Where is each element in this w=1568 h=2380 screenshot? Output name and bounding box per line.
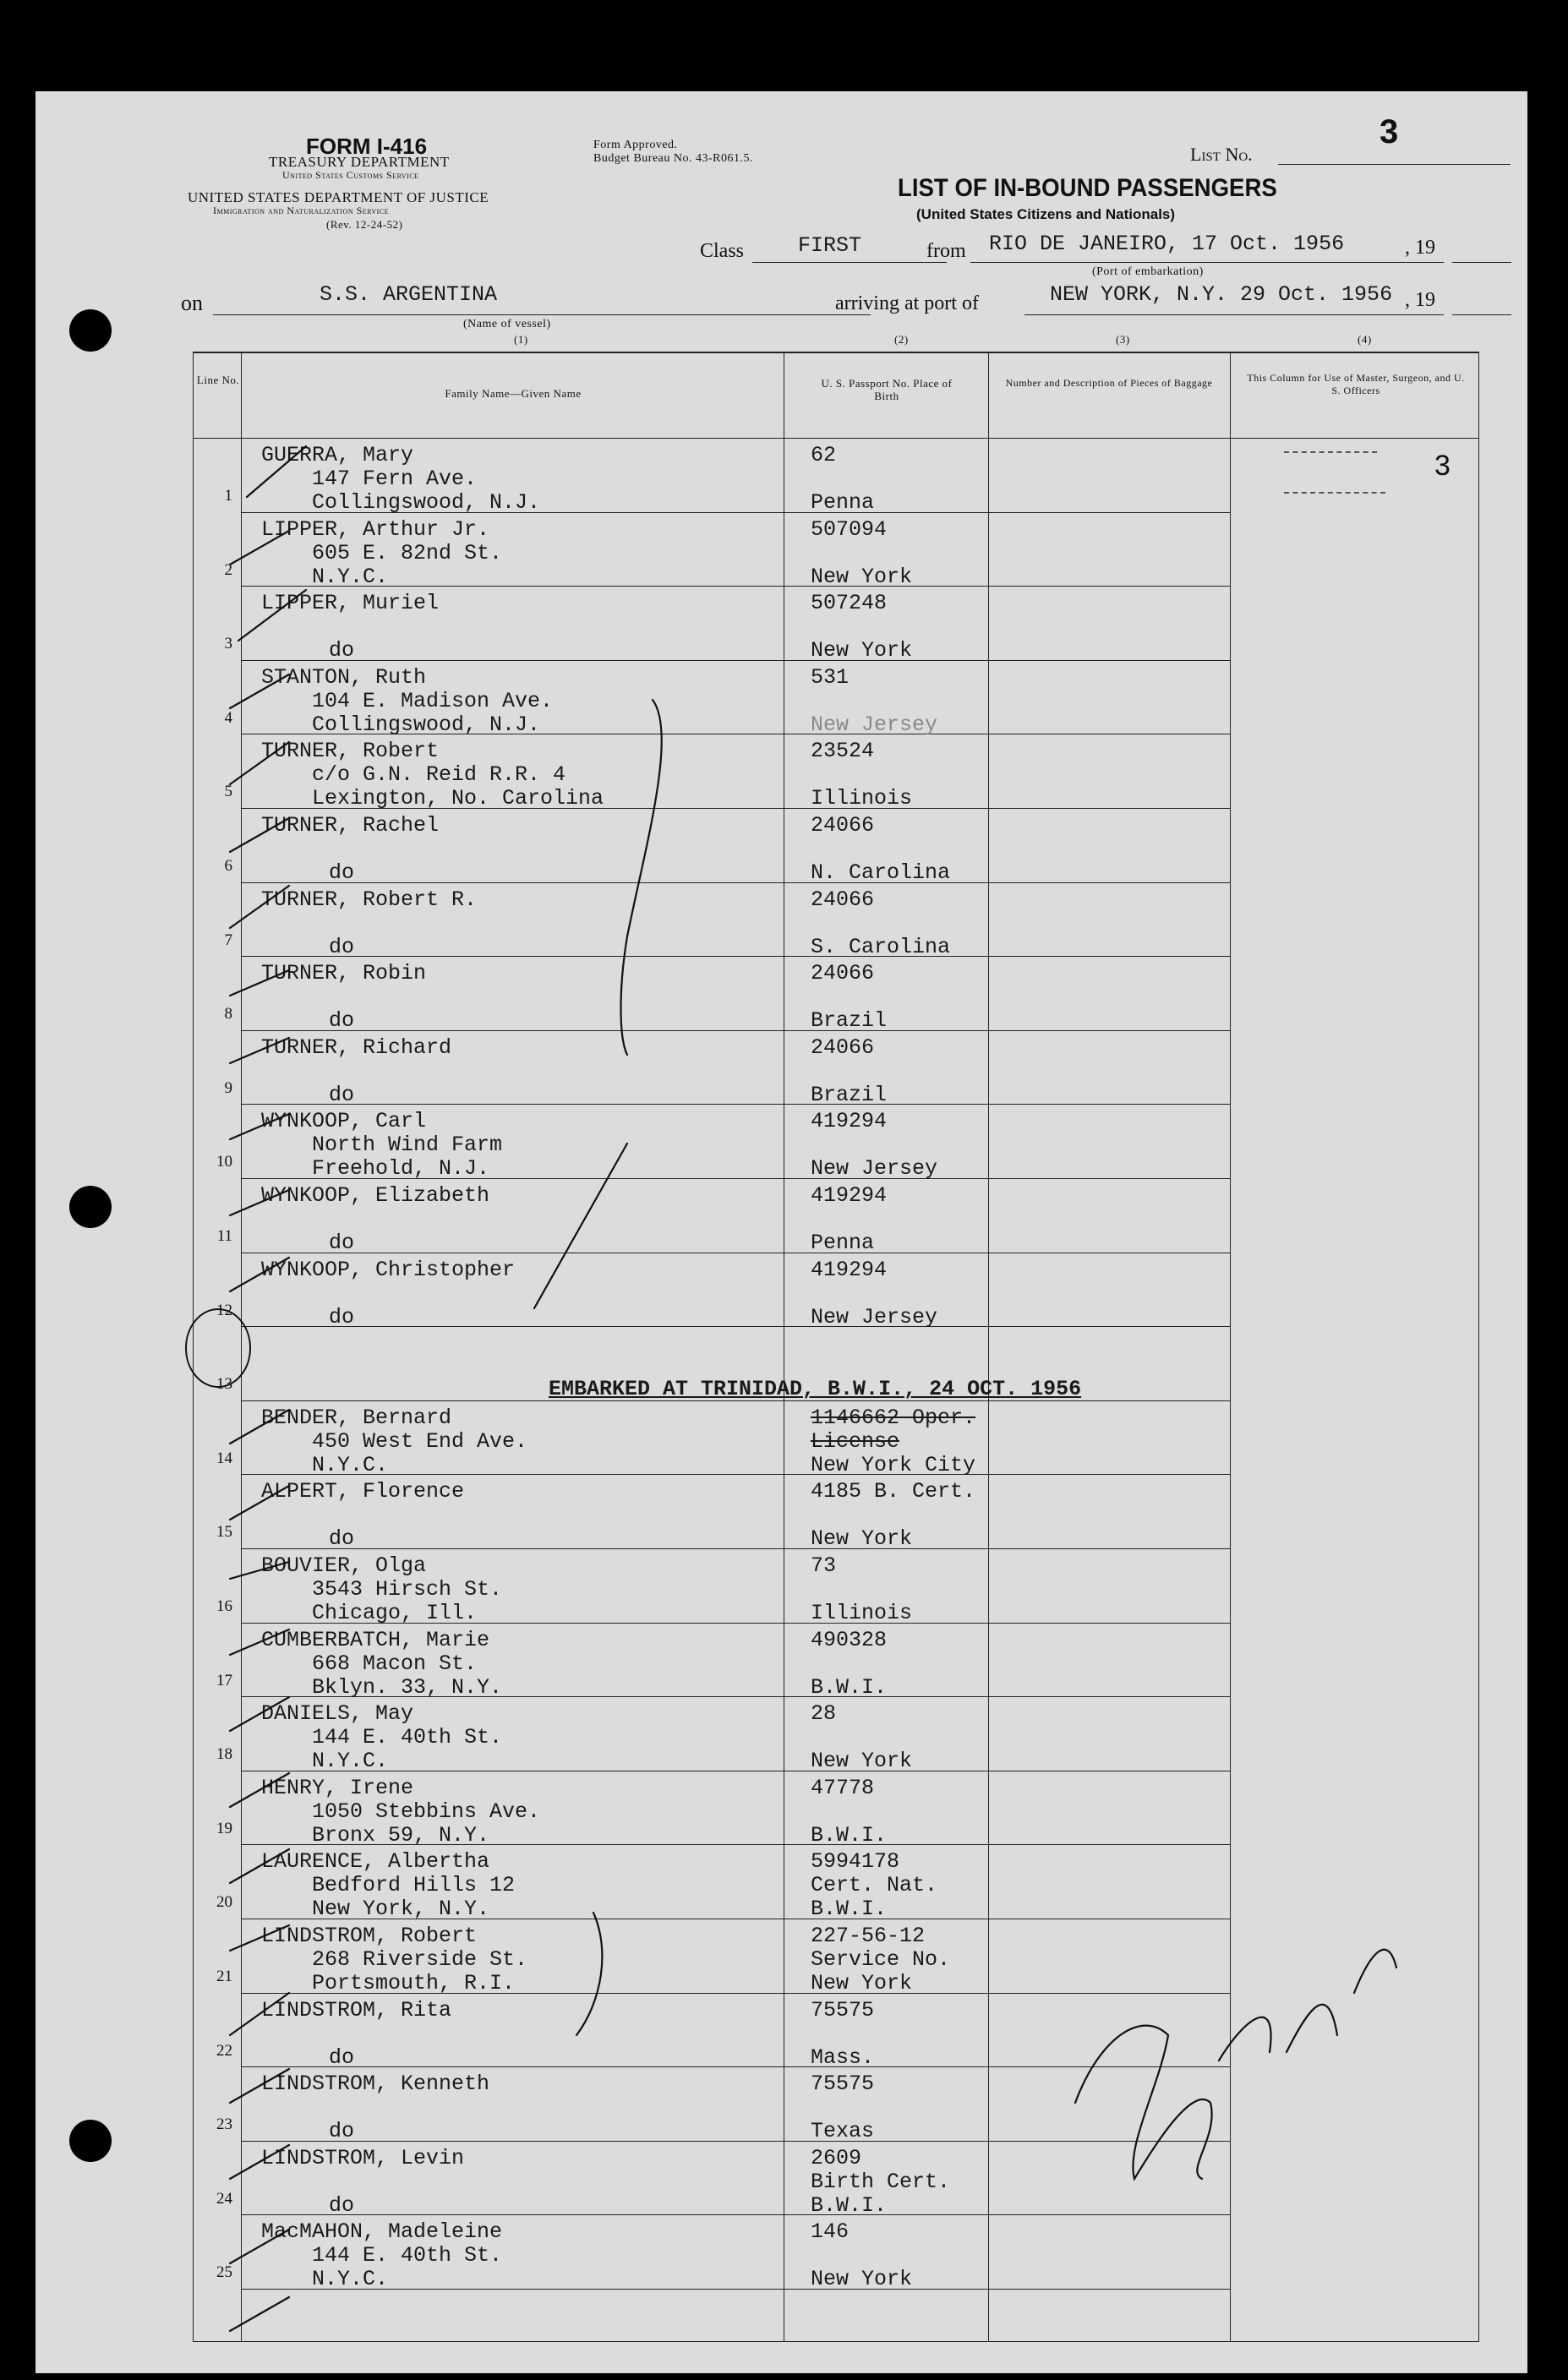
place-of-birth: New Jersey <box>811 1156 938 1182</box>
place-of-birth: New York <box>811 1971 913 1995</box>
passenger-name: BOUVIER, Olga <box>261 1553 427 1578</box>
form-title: LIST OF IN-BOUND PASSENGERS <box>898 174 1277 202</box>
passenger-address: 450 West End Ave. <box>312 1428 528 1454</box>
place-of-birth: New York <box>811 564 913 589</box>
passenger-address-2: N.Y.C. <box>312 2267 389 2292</box>
passport-number: 531 <box>811 664 850 690</box>
place-of-birth: Texas <box>811 2119 875 2144</box>
line-number: 5 <box>224 783 232 801</box>
passport-note: Service No. <box>811 1947 951 1972</box>
customs-service: United States Customs Service <box>282 169 419 181</box>
passport-number: 73 <box>811 1553 837 1578</box>
place-of-birth: Mass. <box>811 2044 875 2070</box>
passport-number: 24066 <box>811 961 875 986</box>
passenger-name: LIPPER, Muriel <box>261 591 440 616</box>
place-of-birth: Penna <box>811 1231 875 1255</box>
passenger-address: 104 E. Madison Ave. <box>312 688 554 713</box>
line-number: 16 <box>216 1597 232 1615</box>
passenger-address-2: do <box>329 1082 355 1107</box>
passport-number: 490328 <box>811 1627 888 1652</box>
passenger-name: TURNER, Robert R. <box>261 887 478 912</box>
line-number: 6 <box>224 857 232 875</box>
passport-number: 28 <box>811 1701 837 1727</box>
line-number: 11 <box>216 1227 232 1245</box>
passenger-name: TURNER, Robert <box>261 739 440 764</box>
passenger-address-2: do <box>329 638 355 663</box>
place-of-birth: N. Carolina <box>811 860 951 885</box>
passport-number: 2609 <box>811 2145 862 2170</box>
on-label: on <box>181 291 203 315</box>
passport-number: 227-56-12 <box>811 1924 926 1948</box>
punch-hole-middle <box>69 1186 112 1228</box>
passenger-name: LAURENCE, Albertha <box>261 1849 490 1875</box>
passenger-name: GUERRA, Mary <box>261 443 414 467</box>
line-number: 20 <box>216 1893 232 1912</box>
passenger-address-2: Bronx 59, N.Y. <box>312 1822 490 1848</box>
passenger-name: BENDER, Bernard <box>261 1405 452 1430</box>
col-num-3: (3) <box>1116 333 1130 346</box>
list-no-value: 3 <box>1380 113 1399 150</box>
passenger-address-2: Bklyn. 33, N.Y. <box>312 1674 503 1700</box>
passenger-address-2: do <box>329 2119 355 2144</box>
passenger-address: 605 E. 82nd St. <box>312 540 503 565</box>
line-number: 18 <box>216 1745 232 1764</box>
passenger-address-2: do <box>329 2044 355 2070</box>
place-of-birth: B.W.I. <box>811 2192 888 2218</box>
passport-number: 4185 B. Cert. <box>811 1479 976 1504</box>
line-number: 23 <box>216 2115 232 2134</box>
manifest-page <box>36 91 1527 2373</box>
year-suffix-1: , 19 <box>1405 237 1435 259</box>
passenger-address-2: N.Y.C. <box>312 1452 389 1477</box>
passenger-name: LINDSTROM, Rita <box>261 1997 452 2022</box>
passport-number: 47778 <box>811 1775 875 1800</box>
passport-number: 1146662 Oper. <box>811 1405 976 1430</box>
passenger-address-2: Freehold, N.J. <box>312 1156 490 1182</box>
col-header-name: Family Name—Given Name <box>445 387 582 400</box>
place-of-birth: B.W.I. <box>811 1897 888 1922</box>
place-of-birth: New York <box>811 1526 913 1552</box>
passenger-name: DANIELS, May <box>261 1701 414 1727</box>
passenger-name: ALPERT, Florence <box>261 1479 465 1504</box>
form-approved: Form Approved. <box>593 139 678 151</box>
line-number: 10 <box>216 1153 232 1171</box>
passenger-address-2: do <box>329 1526 355 1552</box>
passenger-address-2: do <box>329 934 355 959</box>
place-of-birth: New York <box>811 638 913 663</box>
line-number: 7 <box>224 931 232 949</box>
line-number: 8 <box>224 1005 232 1024</box>
passenger-address-2: New York, N.Y. <box>312 1897 490 1922</box>
passport-note: Birth Cert. <box>811 2169 951 2194</box>
place-of-birth: New York <box>811 2267 913 2292</box>
line-number: 17 <box>216 1671 232 1689</box>
form-number: FORM I-416 <box>306 134 428 159</box>
vessel-name: S.S. ARGENTINA <box>320 282 498 307</box>
passenger-address-2: do <box>329 2192 355 2218</box>
place-of-birth: B.W.I. <box>811 1822 888 1848</box>
line-number: 15 <box>216 1523 232 1542</box>
passenger-address: 3543 Hirsch St. <box>312 1577 503 1602</box>
place-of-birth: New Jersey <box>811 712 938 737</box>
passenger-address: 144 E. 40th St. <box>312 2243 503 2268</box>
form-subtitle: (United States Citizens and Nationals) <box>916 206 1176 222</box>
form-revision: (Rev. 12-24-52) <box>326 218 403 231</box>
treasury-dept: TREASURY DEPARTMENT <box>269 154 450 170</box>
line-number: 9 <box>224 1078 232 1097</box>
passenger-name: LIPPER, Arthur Jr. <box>261 516 490 542</box>
passport-number: 75575 <box>811 2072 875 2097</box>
col-num-2: (2) <box>894 333 909 346</box>
passenger-name: LINDSTROM, Kenneth <box>261 2072 490 2097</box>
col-header-line-no: Line No. <box>196 374 240 386</box>
place-of-birth: New York <box>811 1749 913 1774</box>
passenger-address-2: Portsmouth, R.I. <box>312 1971 516 1995</box>
year-suffix-2: , 19 <box>1405 289 1435 311</box>
passenger-name: WYNKOOP, Elizabeth <box>261 1183 490 1208</box>
passenger-name: WYNKOOP, Carl <box>261 1109 427 1134</box>
passport-number: 75575 <box>811 1997 875 2022</box>
budget-bureau: Budget Bureau No. 43-R061.5. <box>593 152 753 165</box>
place-of-birth: Illinois <box>811 786 913 811</box>
place-of-birth: New Jersey <box>811 1304 938 1329</box>
justice-dept: UNITED STATES DEPARTMENT OF JUSTICE <box>188 189 489 205</box>
from-value: RIO DE JANEIRO, 17 Oct. 1956 <box>989 232 1345 256</box>
passenger-address: c/o G.N. Reid R.R. 4 <box>312 762 566 788</box>
line-number: 3 <box>224 635 232 653</box>
embarked-note: EMBARKED AT TRINIDAD, B.W.I., 24 OCT. 1956 <box>549 1377 1082 1402</box>
arrival-value: NEW YORK, N.Y. 29 Oct. 1956 <box>1050 282 1393 307</box>
passenger-address-2: do <box>329 1304 355 1329</box>
passenger-name: TURNER, Richard <box>261 1034 452 1060</box>
immigration-service: Immigration and Naturalization Service <box>213 205 390 216</box>
passenger-name: MacMAHON, Madeleine <box>261 2219 503 2245</box>
line-number: 19 <box>216 1819 232 1837</box>
passport-number: 24066 <box>811 1034 875 1060</box>
col-header-baggage: Number and Description of Pieces of Baggage <box>1005 377 1213 389</box>
passport-number: 146 <box>811 2219 850 2245</box>
passport-number: 23524 <box>811 739 875 764</box>
passport-number: 24066 <box>811 813 875 838</box>
line-number: 22 <box>216 2041 232 2060</box>
passenger-address-2: do <box>329 1231 355 1255</box>
place-of-birth: Penna <box>811 490 875 515</box>
passenger-address-2: N.Y.C. <box>312 1749 389 1774</box>
passenger-address-2: Chicago, Ill. <box>312 1601 478 1625</box>
list-no-label: List No. <box>1190 144 1253 165</box>
passenger-address-2: Collingswood, N.J. <box>312 490 541 515</box>
passenger-table <box>193 352 1479 2342</box>
passport-number: 62 <box>811 443 837 467</box>
passenger-address: 668 Macon St. <box>312 1651 478 1676</box>
passenger-name: STANTON, Ruth <box>261 664 427 690</box>
line-number: 4 <box>224 708 232 727</box>
passport-note: Cert. Nat. <box>811 1873 938 1898</box>
line-number: 12 <box>216 1301 232 1319</box>
passenger-address-2: do <box>329 860 355 885</box>
passport-number: 5994178 <box>811 1849 900 1875</box>
place-of-birth: S. Carolina <box>811 934 951 959</box>
punch-hole-top <box>69 309 112 352</box>
passenger-name: TURNER, Rachel <box>261 813 440 838</box>
place-of-birth: B.W.I. <box>811 1674 888 1700</box>
line-number: 13 <box>216 1375 232 1394</box>
passenger-name: CUMBERBATCH, Marie <box>261 1627 490 1652</box>
col-header-officers: This Column for Use of Master, Surgeon, and U. S. Officers <box>1247 372 1465 396</box>
passenger-address: 147 Fern Ave. <box>312 467 478 491</box>
passenger-address-2: N.Y.C. <box>312 564 389 589</box>
from-label: from <box>926 240 966 262</box>
passport-number: 24066 <box>811 887 875 912</box>
passport-note: License <box>811 1428 900 1454</box>
line-number: 2 <box>224 560 232 579</box>
place-of-birth: New York City <box>811 1452 976 1477</box>
passenger-name: LINDSTROM, Robert <box>261 1924 478 1948</box>
punch-hole-bottom <box>69 2120 112 2162</box>
passport-number: 419294 <box>811 1257 888 1282</box>
officer-note: 3 <box>1434 450 1451 482</box>
passenger-address: 268 Riverside St. <box>312 1947 528 1972</box>
passenger-address: North Wind Farm <box>312 1133 503 1158</box>
line-number: 25 <box>216 2263 232 2282</box>
passenger-address: Bedford Hills 12 <box>312 1873 516 1898</box>
passenger-name: LINDSTROM, Levin <box>261 2145 465 2170</box>
passenger-address-2: do <box>329 1008 355 1034</box>
passport-number: 419294 <box>811 1109 888 1134</box>
line-number: 1 <box>224 487 232 505</box>
col-header-passport: U. S. Passport No. Place of Birth <box>821 377 953 402</box>
passenger-name: WYNKOOP, Christopher <box>261 1257 516 1282</box>
class-label: Class <box>700 240 745 262</box>
passenger-address: 1050 Stebbins Ave. <box>312 1799 541 1824</box>
passenger-address-2: Collingswood, N.J. <box>312 712 541 737</box>
passenger-name: HENRY, Irene <box>261 1775 414 1800</box>
class-value: FIRST <box>798 233 862 258</box>
passport-number: 507094 <box>811 516 888 542</box>
place-of-birth: Brazil <box>811 1008 888 1034</box>
vessel-caption: (Name of vessel) <box>463 318 551 330</box>
place-of-birth: Illinois <box>811 1601 913 1625</box>
passport-number: 419294 <box>811 1183 888 1208</box>
col-num-1: (1) <box>514 333 528 346</box>
line-number: 24 <box>216 2189 232 2208</box>
arriving-label: arriving at port of <box>835 292 979 314</box>
line-number: 14 <box>216 1449 232 1467</box>
place-of-birth: Brazil <box>811 1082 888 1107</box>
passenger-address: 144 E. 40th St. <box>312 1725 503 1750</box>
passport-number: 507248 <box>811 591 888 616</box>
port-caption: (Port of embarkation) <box>1092 265 1204 278</box>
col-num-4: (4) <box>1358 333 1372 346</box>
passenger-name: TURNER, Robin <box>261 961 427 986</box>
passenger-address-2: Lexington, No. Carolina <box>312 786 604 811</box>
line-number: 21 <box>216 1968 232 1985</box>
